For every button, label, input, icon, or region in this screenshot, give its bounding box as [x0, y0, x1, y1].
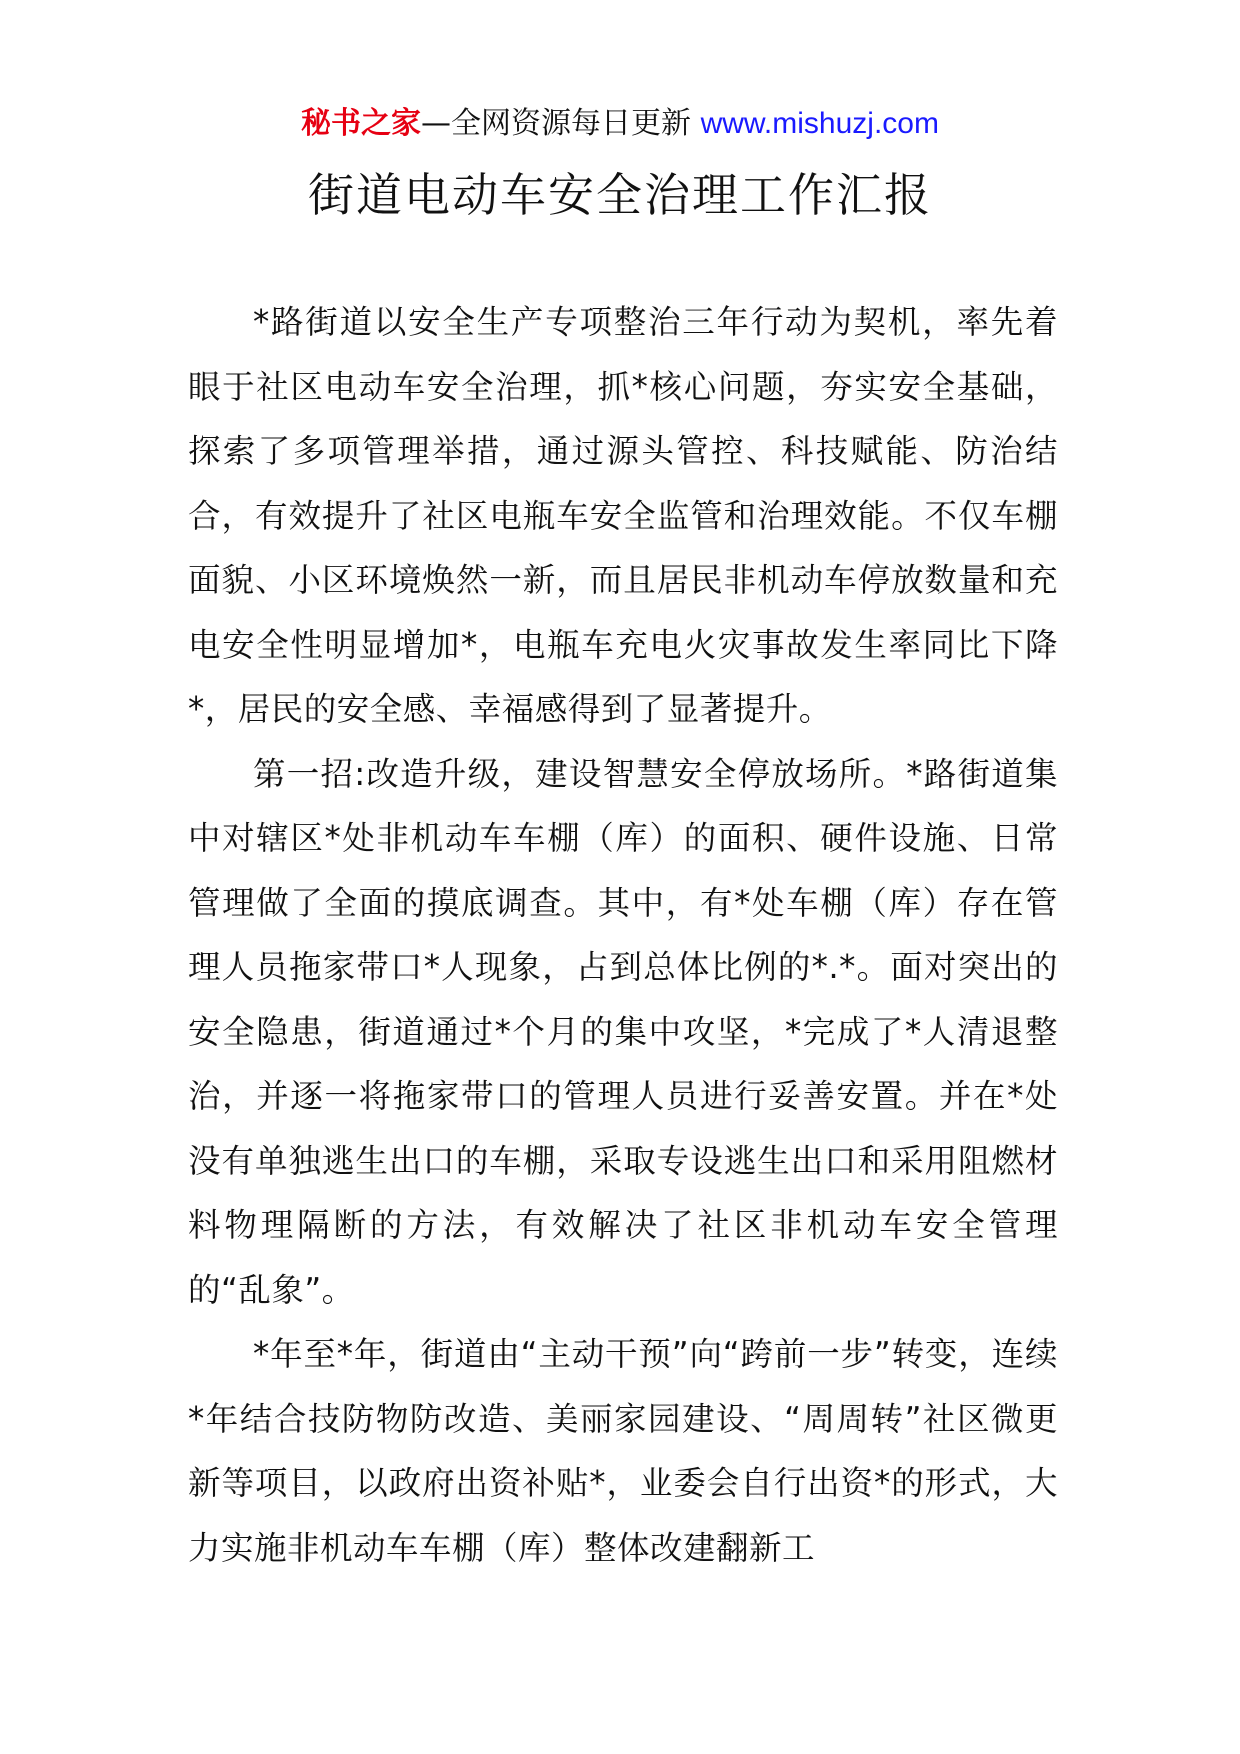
document-title: 街道电动车安全治理工作汇报	[308, 168, 932, 222]
header-slogan: —全网资源每日更新	[421, 106, 701, 141]
brand-name: 秘书之家	[301, 106, 422, 141]
document-body	[188, 290, 1058, 1580]
site-url-link[interactable]: www.mishuzj.com	[700, 107, 939, 140]
paragraph-first-measure: 第一招:改造升级，建设智慧安全停放场所。*路街道集中对辖区*处非机动车车棚（库）的面积、硬件设施、日常管理做了全面的摸底调查。其中，有*处车棚（库）存在管理人员拖家带口*人现象，占到总体比例的*.*。面对突出的安全隐患，街道通过*个月的集中攻坚，*完成了*人清退整治，并逐一将拖家带口的管理人员进行妥善安置。并在*处没有单独逃生出口的车棚，采取专设逃生出口和采用阻燃材料物理隔断的方法，有效解决了社区非机动车安全管理的“乱象”。	[188, 754, 1058, 1309]
paragraph-renovation: *年至*年，街道由“主动干预”向“跨前一步”转变，连续*年结合技防物防改造、美丽家园建设、“周周转”社区微更新等项目，以政府出资补贴*，业委会自行出资*的形式，大力实施非机动车车棚（库）整体改建翻新工	[188, 1335, 1058, 1567]
paragraph-intro: *路街道以安全生产专项整治三年行动为契机，率先着眼于社区电动车安全治理，抓*核心问题，夯实安全基础，探索了多项管理举措，通过源头管控、科技赋能、防治结合，有效提升了社区电瓶车安全监管和治理效能。不仅车棚面貌、小区环境焕然一新，而且居民非机动车停放数量和充电安全性明显增加*，电瓶车充电火灾事故发生率同比下降*，居民的安全感、幸福感得到了显著提升。	[188, 303, 1058, 728]
site-header	[0, 102, 1240, 146]
